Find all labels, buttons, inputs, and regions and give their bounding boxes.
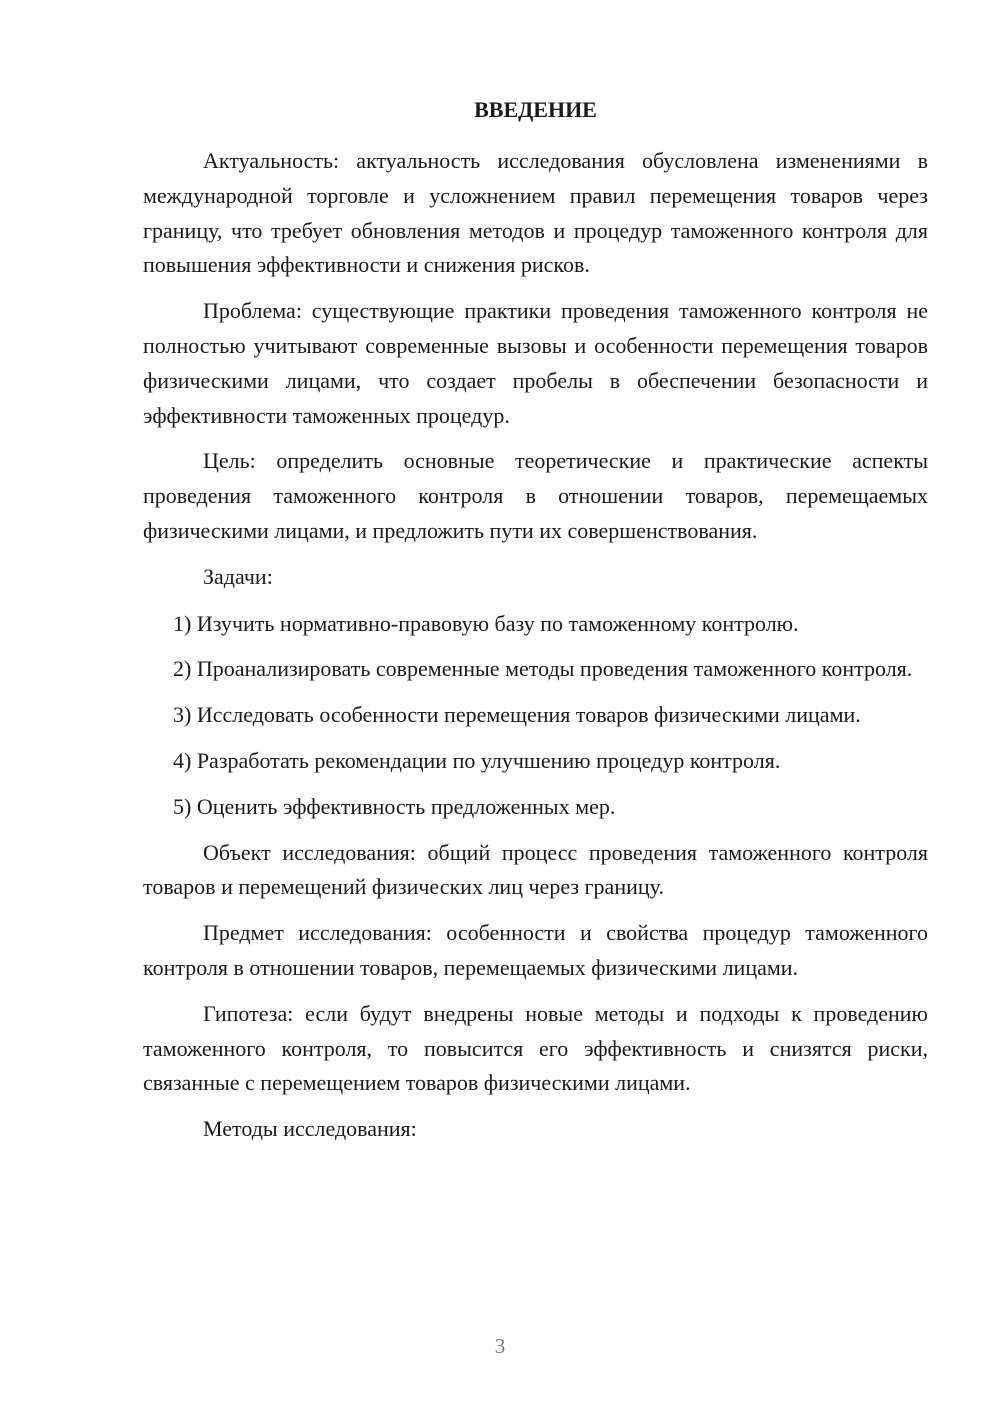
- page-title: ВВЕДЕНИЕ: [474, 97, 597, 122]
- paragraph-methods: Методы исследования:: [203, 1116, 417, 1142]
- page-content: [143, 92, 928, 1158]
- paragraph-problem: Проблема: существующие практики проведения таможенного контроля не полностью учитывают современные вызовы и особенности перемещения товаров физическими лицами, что создает пробелы в обеспечении безопасности и эффективности таможенных процедур.: [143, 298, 928, 428]
- task-item: 3) Исследовать особенности перемещения товаров физическими лицами.: [173, 702, 861, 728]
- page-number: 3: [494, 1334, 506, 1358]
- paragraph-goal: Цель: определить основные теоретические и практические аспекты проведения таможенного контроля в отношении товаров, перемещаемых физическими лицами, и предложить пути их совершенствования.: [143, 448, 928, 543]
- task-item: 1) Изучить нормативно-правовую базу по таможенному контролю.: [173, 610, 799, 636]
- tasks-heading: Задачи:: [203, 563, 273, 589]
- paragraph-object: Объект исследования: общий процесс проведения таможенного контроля товаров и перемещений физических лиц через границу.: [143, 839, 928, 900]
- tasks-list: [143, 607, 928, 825]
- paragraph-relevance: Актуальность: актуальность исследования обусловлена изменениями в международной торговле и усложнением правил перемещения товаров через границу, что требует обновления методов и процедур таможенного контроля для повышения эффективности и снижения рисков.: [143, 148, 928, 278]
- task-item: 5) Оценить эффективность предложенных мер.: [173, 793, 616, 819]
- paragraph-hypothesis: Гипотеза: если будут внедрены новые методы и подходы к проведению таможенного контроля, то повысится его эффективность и снизятся риски, связанные с перемещением товаров физическими лицами.: [143, 1000, 928, 1096]
- task-item: 2) Проанализировать современные методы проведения таможенного контроля.: [173, 656, 913, 682]
- paragraph-subject: Предмет исследования: особенности и свойства процедур таможенного контроля в отношении товаров, перемещаемых физическими лицами.: [143, 920, 928, 980]
- task-item: 4) Разработать рекомендации по улучшению процедур контроля.: [173, 747, 781, 773]
